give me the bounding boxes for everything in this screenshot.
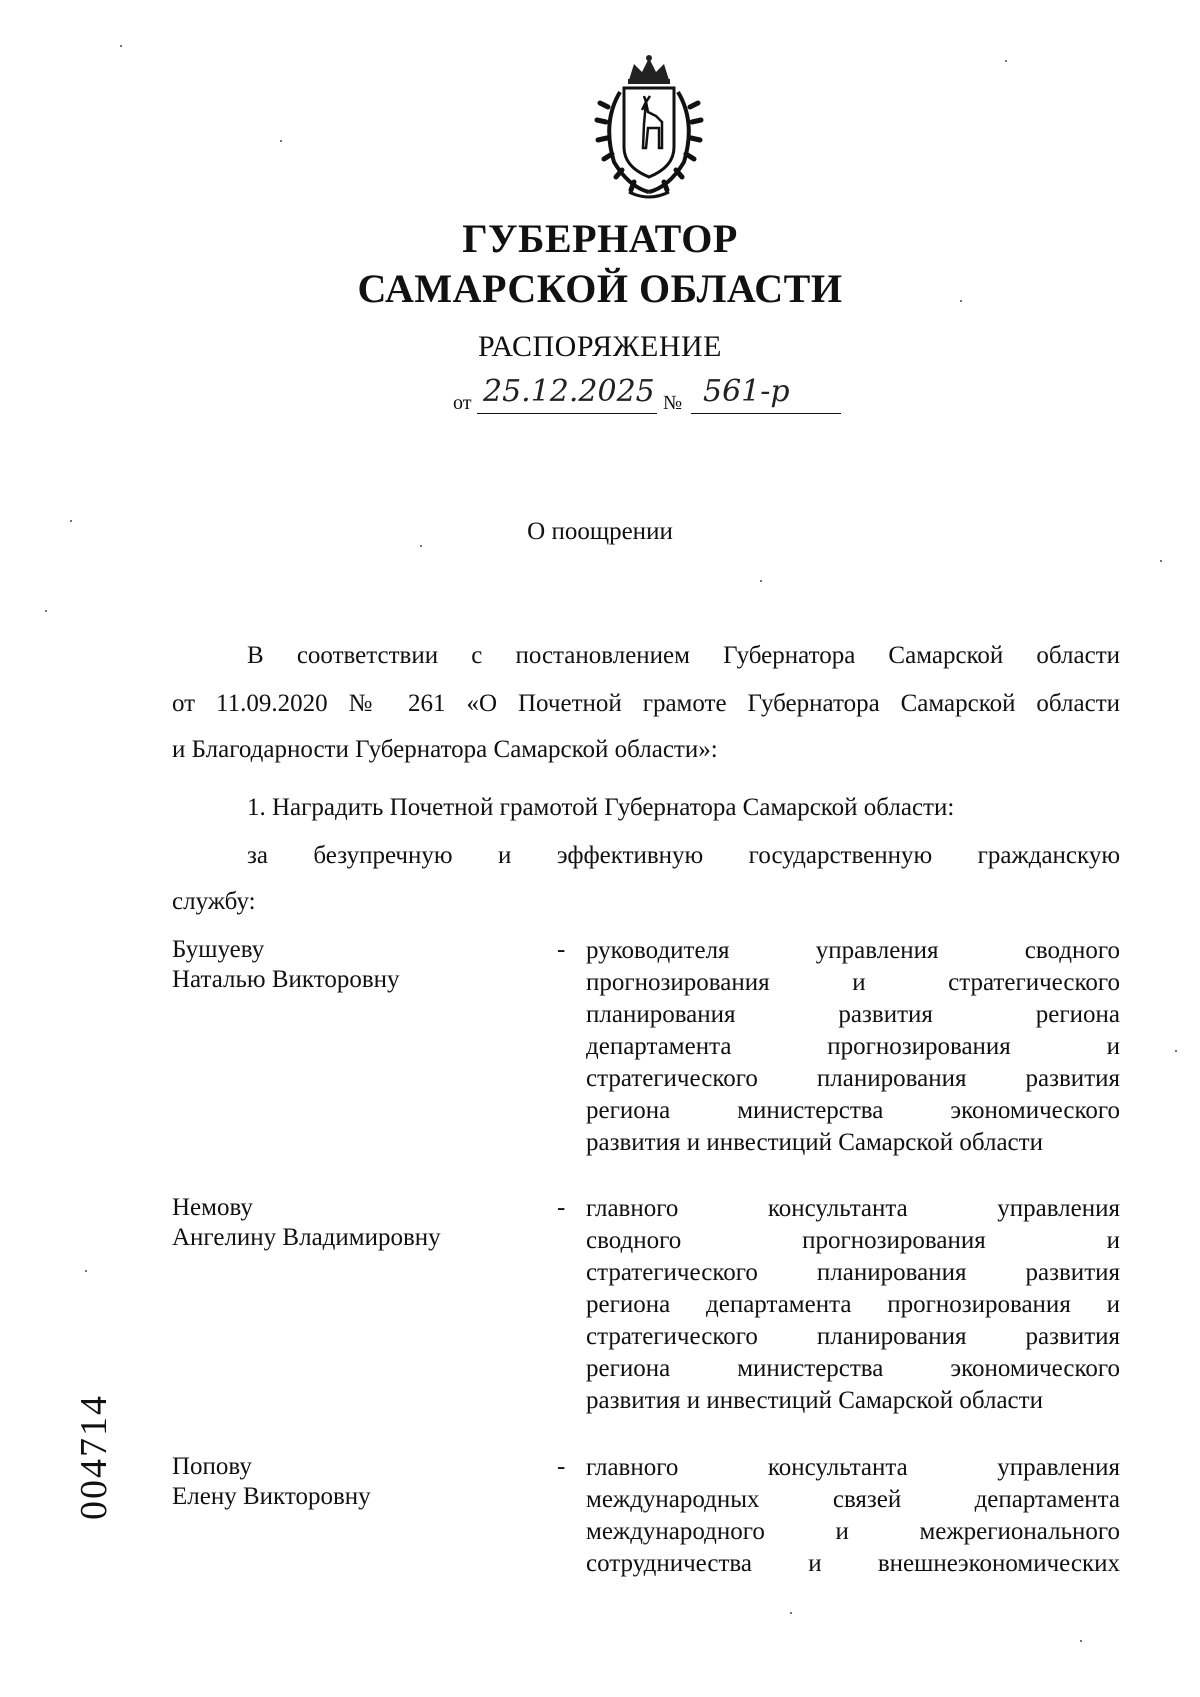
- awardee-surname: Попову: [172, 1453, 252, 1480]
- awardee-position: [586, 935, 1120, 1159]
- number-prefix: №: [663, 392, 683, 414]
- awardee-name: [172, 1193, 532, 1253]
- position-line: прогнозирования и стратегического: [586, 969, 1120, 996]
- list-dash: -: [557, 1194, 566, 1221]
- position-line: международного и межрегионального: [586, 1518, 1120, 1545]
- awardee-given-names: Елену Викторовну: [172, 1483, 371, 1510]
- awardee-name: [172, 1452, 532, 1512]
- reason-line-1: за безупречную и эффективную государственную гражданскую: [247, 842, 1120, 869]
- position-line: планирования развития региона: [586, 1001, 1120, 1028]
- awardee-name: [172, 935, 532, 995]
- coat-of-arms-icon: [584, 52, 714, 202]
- serial-number: 004714: [73, 1394, 115, 1520]
- number-value: 561-р: [703, 374, 790, 409]
- awardee-surname: Бушуеву: [172, 936, 265, 963]
- intro-line-3: и Благодарности Губернатора Самарской области»:: [172, 736, 718, 763]
- position-line: стратегического планирования развития: [586, 1065, 1120, 1092]
- date-prefix: от: [453, 392, 472, 414]
- position-line: сводного прогнозирования и: [586, 1227, 1120, 1254]
- date-number-line: [453, 374, 843, 418]
- awardee-given-names: Наталью Викторовну: [172, 966, 400, 993]
- position-line: региона министерства экономического: [586, 1355, 1120, 1382]
- position-line: международных связей департамента: [586, 1486, 1120, 1513]
- awardee-surname: Немову: [172, 1194, 253, 1221]
- list-dash: -: [557, 936, 566, 963]
- position-line: стратегического планирования развития: [586, 1323, 1120, 1350]
- document-subject: О поощрении: [527, 518, 673, 545]
- document-type: РАСПОРЯЖЕНИЕ: [477, 330, 723, 363]
- reason-line-2: службу:: [172, 888, 256, 915]
- position-line: руководителя управления сводного: [586, 937, 1120, 964]
- position-line: департамента прогнозирования и: [586, 1033, 1120, 1060]
- item-1: 1. Наградить Почетной грамотой Губернатора Самарской области:: [247, 794, 955, 821]
- awardee-given-names: Ангелину Владимировну: [172, 1224, 441, 1251]
- date-value: 25.12.2025: [483, 374, 655, 409]
- intro-line-1: В соответствии с постановлением Губернатора Самарской области: [247, 642, 1120, 669]
- position-line: главного консультанта управления: [586, 1454, 1120, 1481]
- position-line: сотрудничества и внешнеэкономических: [586, 1550, 1120, 1577]
- awardee-position: [586, 1193, 1120, 1417]
- position-line: региона департамента прогнозирования и: [586, 1291, 1120, 1318]
- issuer-title-line2: САМАРСКОЙ ОБЛАСТИ: [357, 266, 843, 311]
- position-line: главного консультанта управления: [586, 1195, 1120, 1222]
- list-dash: -: [557, 1453, 566, 1480]
- awardee-position: [586, 1452, 1120, 1580]
- issuer-title-line1: ГУБЕРНАТОР: [462, 216, 738, 261]
- position-line: региона министерства экономического: [586, 1097, 1120, 1124]
- position-line: стратегического планирования развития: [586, 1259, 1120, 1286]
- intro-line-2: от 11.09.2020 № 261 «О Почетной грамоте Губернатора Самарской области: [172, 690, 1120, 717]
- position-line: развития и инвестиций Самарской области: [586, 1129, 1043, 1156]
- position-line: развития и инвестиций Самарской области: [586, 1387, 1043, 1414]
